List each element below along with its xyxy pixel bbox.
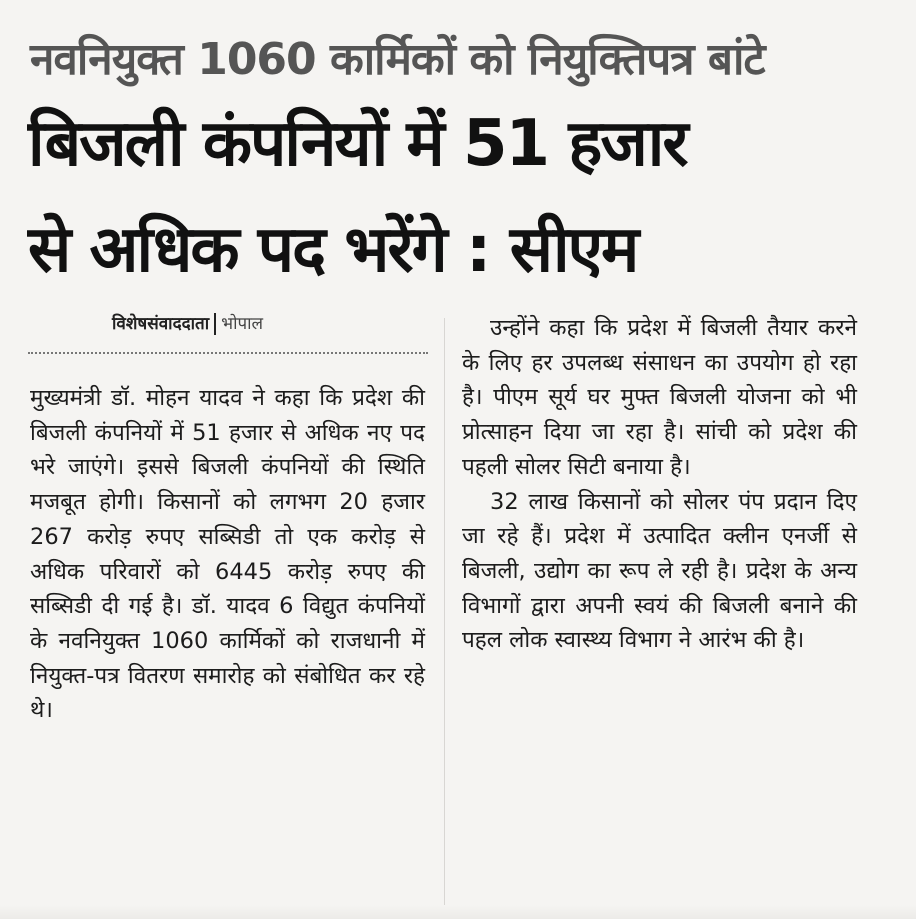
byline-separator — [214, 313, 216, 335]
left-paragraph-1: मुख्यमंत्री डॉ. मोहन यादव ने कहा कि प्रदेश की बिजली कंपनियों में 51 हजार से अधिक नए पद भरे जाएंगे। इससे बिजली कंपनियों की स्थिति मजबूत होगी। किसानों को लगभग 20 हजार 267 करोड़ रुपए सब्सिडी तो एक करोड़ से अधिक परिवारों को 6445 करोड़ रुपए की सब्सिडी दी गई है। डॉ. यादव 6 विद्युत कंपनियों के नवनियुक्त 1060 कार्मिकों को राजधानी में नियुक्त-पत्र वितरण समारोह को संबोधित कर रहे थे। — [30, 385, 425, 724]
main-headline-line-1: बिजली कंपनियों में 51 हजार — [28, 107, 687, 181]
left-column — [30, 381, 425, 728]
bottom-edge — [0, 905, 916, 919]
right-paragraph-2: 32 लाख किसानों को सोलर पंप प्रदान दिए जा रहे हैं। प्रदेश में उत्पादित क्लीन एनर्जी से बिजली, उद्योग का रूप ले रही है। प्रदेश के अन्य विभागों द्वारा अपनी स्वयं की बिजली बनाने की पहल लोक स्वास्थ्य विभाग ने आरंभ की है। — [462, 488, 857, 654]
column-divider — [444, 318, 445, 908]
right-paragraph-1: उन्होंने कहा कि प्रदेश में बिजली तैयार करने के लिए हर उपलब्ध संसाधन का उपयोग हो रहा है। पीएम सूर्य घर मुफ्त बिजली योजना को भी प्रोत्साहन दिया जा रहा है। सांची को प्रदेश की पहली सोलर सिटी बनाया है। — [462, 315, 857, 480]
dotted-divider — [28, 352, 428, 354]
kicker-headline: नवनियुक्त 1060 कार्मिकों को नियुक्तिपत्र बांटे — [30, 34, 765, 85]
right-column — [462, 311, 857, 658]
byline — [112, 311, 263, 335]
byline-city: भोपाल — [221, 314, 264, 334]
byline-author: विशेषसंवाददाता — [112, 314, 210, 334]
main-headline-line-2: से अधिक पद भरेंगे : सीएम — [28, 213, 638, 287]
